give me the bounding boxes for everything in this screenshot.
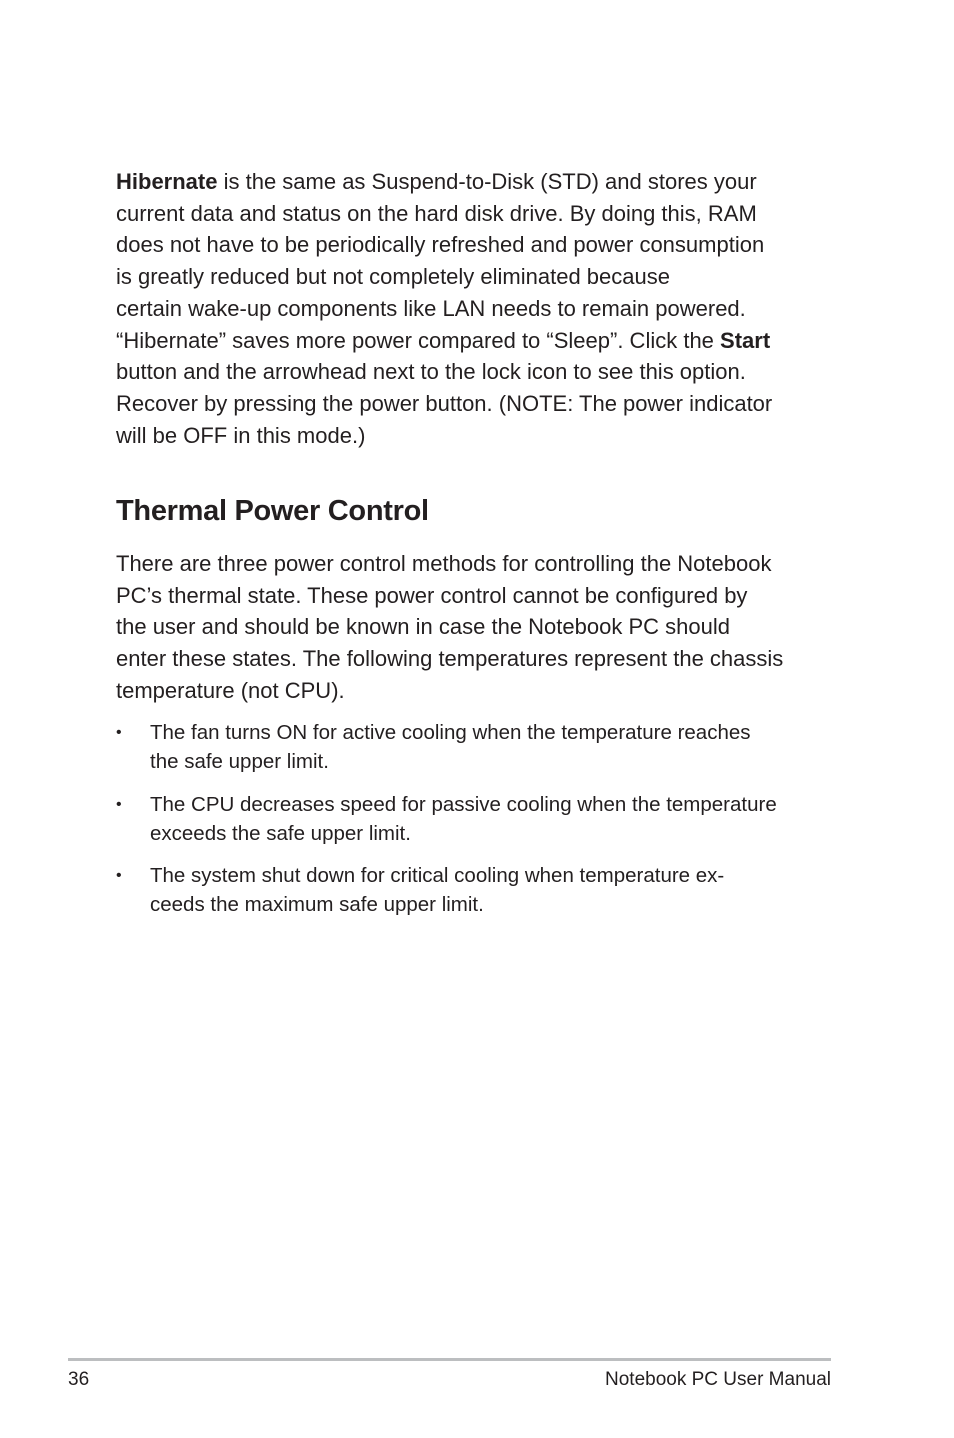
paragraph-line: current data and status on the hard disk drive. By doing this, RAM: [116, 200, 757, 226]
list-item-line: the safe upper limit.: [150, 750, 329, 773]
intro-paragraph: [116, 548, 836, 707]
line-text: “Hibernate” saves more power compared to “Sleep”. Click the: [116, 327, 721, 353]
page-number: 36: [68, 1369, 90, 1390]
footer-divider: [68, 1358, 831, 1361]
paragraph-line: Recover by pressing the power button. (NOTE: The power indicator: [116, 390, 773, 416]
paragraph-line: the user and should be known in case the Notebook PC should: [116, 614, 730, 640]
paragraph-line: does not have to be periodically refreshed and power consumption: [116, 232, 765, 258]
list-item: [116, 790, 836, 848]
hibernate-term: Hibernate: [116, 169, 218, 194]
start-term: Start: [720, 327, 771, 353]
bullet-list: [116, 718, 836, 933]
hibernate-paragraph: [116, 166, 832, 451]
list-item-line: exceeds the safe upper limit.: [150, 821, 411, 845]
paragraph-line: temperature (not CPU).: [116, 677, 345, 703]
list-item-line: The fan turns ON for active cooling when the temperature reaches: [150, 721, 751, 744]
bullet-icon: •: [116, 867, 122, 884]
paragraph-line: will be OFF in this mode.): [116, 422, 366, 448]
paragraph-line: is greatly reduced but not completely eliminated because: [116, 264, 670, 290]
list-item: [116, 718, 836, 776]
paragraph-line: [116, 325, 832, 357]
list-item-line: ceeds the maximum safe upper limit.: [150, 893, 484, 916]
paragraph-line: There are three power control methods for controlling the Notebook: [116, 551, 772, 576]
paragraph-line: certain wake-up components like LAN needs to remain powered.: [116, 295, 746, 321]
line-text: is the same as Suspend-to-Disk (STD) and stores your: [217, 169, 757, 194]
list-item: [116, 861, 836, 919]
list-item-line: The system shut down for critical cooling when temperature ex-: [150, 864, 725, 887]
hibernate-section: [116, 166, 832, 451]
paragraph-line: [116, 166, 832, 198]
list-item-line: The CPU decreases speed for passive cooling when the temperature: [150, 792, 777, 816]
paragraph-line: button and the arrowhead next to the lock icon to see this option.: [116, 359, 746, 385]
bullet-icon: •: [116, 795, 122, 813]
paragraph-line: PC’s thermal state. These power control cannot be configured by: [116, 582, 748, 608]
section-heading: Thermal Power Control: [116, 495, 429, 527]
manual-title: Notebook PC User Manual: [605, 1369, 831, 1390]
bullet-icon: •: [116, 724, 122, 741]
paragraph-line: enter these states. The following temperatures represent the chassis: [116, 646, 784, 672]
